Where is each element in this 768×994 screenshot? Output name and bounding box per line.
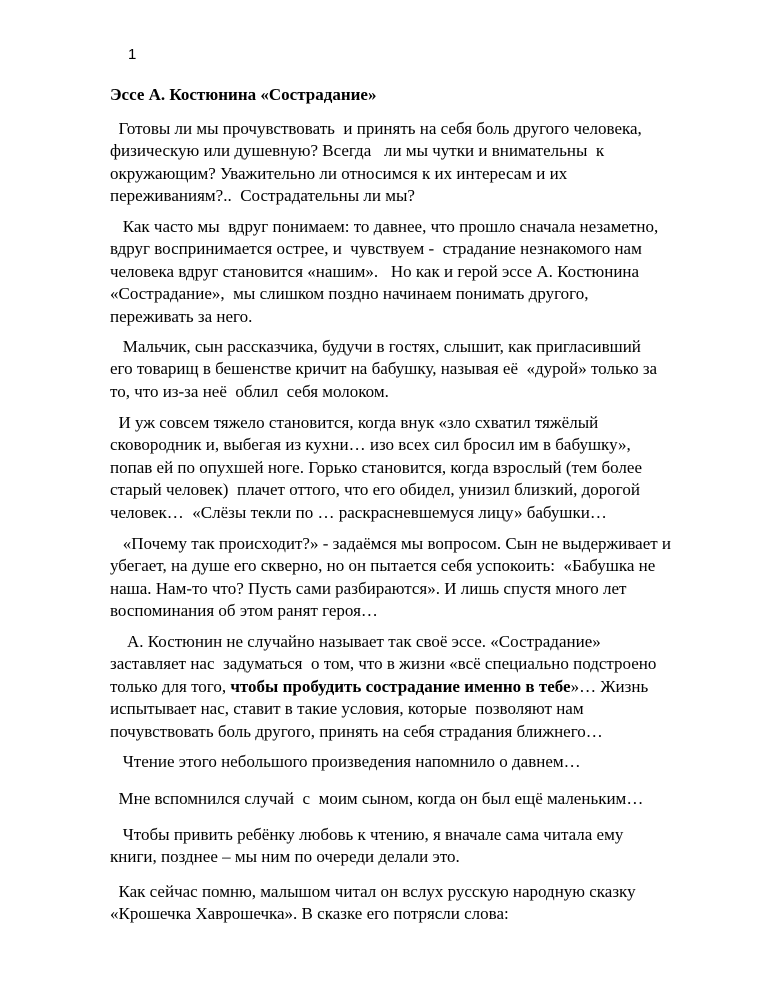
text-line: Мне вспомнился случай с моим сыном, когда он был ещё маленьким… — [110, 789, 644, 808]
page-number: 1 — [128, 46, 137, 63]
text-run: »… Жизнь — [570, 676, 649, 696]
text-line: старый человек) плачет оттого, что его обидел, унизил близкий, дорогой — [110, 480, 640, 500]
text-line: то, что из-за неё облил себя молоком. — [110, 381, 389, 401]
text-line: заставляет нас задуматься о том, что в жизни «всё специально подстроено — [110, 654, 657, 674]
text-line: Как часто мы вдруг понимаем: то давнее, что прошло сначала незаметно, — [110, 217, 659, 236]
text-line: переживаниям?.. Сострадательны ли мы? — [110, 186, 415, 206]
text-line: физическую или душевную? Всегда ли мы чутки и внимательны к — [110, 141, 605, 161]
text-run: только для того, — [110, 676, 231, 696]
text-line-mixed — [110, 676, 720, 698]
paragraph-10 — [110, 881, 720, 926]
text-line: испытывает нас, ставит в такие условия, которые позволяют нам — [110, 699, 584, 719]
text-line: его товарищ в бешенстве кричит на бабушку, называя её «дурой» только за — [110, 359, 658, 379]
paragraph-5 — [110, 533, 720, 623]
paragraph-1 — [110, 118, 720, 208]
text-line: А. Костюнин не случайно называет так своё эссе. «Сострадание» — [110, 632, 601, 651]
text-line: вдруг воспринимается острее, и чувствуем - страдание незнакомого нам — [110, 239, 642, 259]
text-line: Готовы ли мы прочувствовать и принять на себя боль другого человека, — [110, 119, 642, 138]
text-line: воспоминания об этом ранят героя… — [110, 601, 378, 621]
text-line: попав ей по опухшей ноге. Горько становится, когда взрослый (тем более — [110, 457, 642, 477]
paragraph-6 — [110, 631, 720, 743]
text-line: «Почему так происходит?» - задаёмся мы вопросом. Сын не выдерживает и — [110, 534, 672, 553]
text-line: Чтение этого небольшого произведения напомнило о давнем… — [110, 752, 581, 771]
text-line: сковородник и, выбегая из кухни… изо всех сил бросил им в бабушку», — [110, 435, 631, 455]
text-line: наша. Нам-то что? Пусть сами разбираются». И лишь спустя много лет — [110, 578, 627, 598]
text-line: переживать за него. — [110, 306, 253, 326]
paragraph-3 — [110, 336, 720, 403]
bold-emphasis: чтобы пробудить сострадание именно в тебе — [230, 676, 571, 696]
text-line: окружающим? Уважительно ли относимся к их интересам и их — [110, 163, 568, 183]
text-line: человека вдруг становится «нашим». Но как и герой эссе А. Костюнина — [110, 261, 640, 281]
text-line: Мальчик, сын рассказчика, будучи в гостях, слышит, как пригласивший — [110, 337, 641, 356]
paragraph-9 — [110, 824, 720, 869]
paragraph-2 — [110, 216, 720, 328]
text-line: почувствовать боль другого, принять на себя страдания ближнего… — [110, 721, 603, 741]
text-line: «Сострадание», мы слишком поздно начинаем понимать другого, — [110, 284, 589, 304]
paragraph-8 — [110, 788, 720, 810]
text-line: И уж совсем тяжело становится, когда внук «зло схватил тяжёлый — [110, 413, 599, 432]
document-title: Эссе А. Костюнина «Сострадание» — [110, 85, 377, 104]
text-line: человек… «Слёзы текли по … раскрасневшемуся лицу» бабушки… — [110, 502, 607, 522]
text-line: убегает, на душе его скверно, но он пытается себя успокоить: «Бабушка не — [110, 556, 656, 576]
text-line: Чтобы привить ребёнку любовь к чтению, я вначале сама читала ему — [110, 825, 624, 844]
text-line: Как сейчас помню, малышом читал он вслух русскую народную сказку — [110, 882, 636, 901]
paragraph-7 — [110, 751, 720, 773]
text-line: книги, позднее – мы ним по очереди делали это. — [110, 847, 460, 867]
text-line: «Крошечка Хаврошечка». В сказке его потрясли слова: — [110, 904, 509, 924]
paragraph-4 — [110, 412, 720, 524]
